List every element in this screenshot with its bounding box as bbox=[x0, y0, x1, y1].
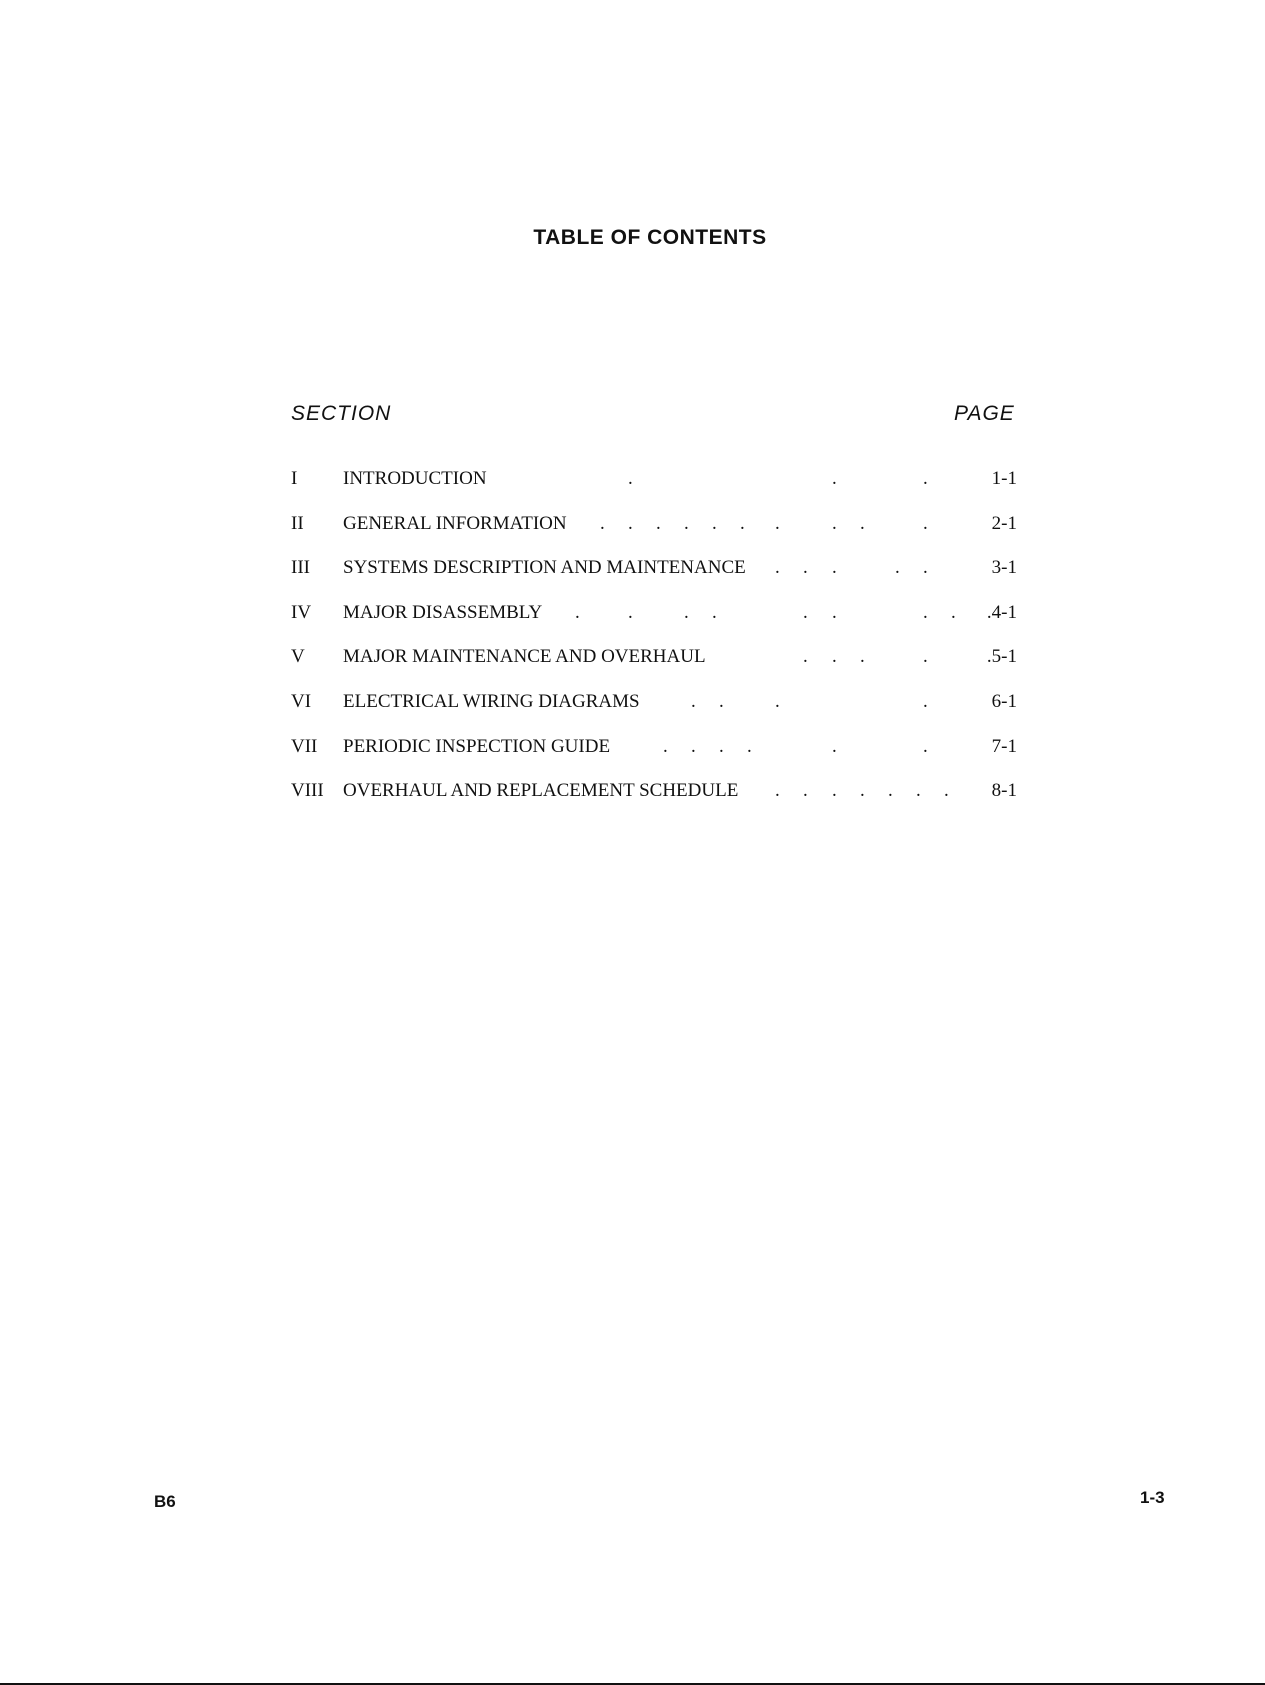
dot-leader: . . . . . . . . bbox=[575, 601, 956, 623]
toc-entry-title: GENERAL INFORMATION bbox=[343, 512, 567, 534]
toc-entry bbox=[291, 732, 1017, 777]
toc-entry bbox=[291, 776, 1017, 821]
toc-entry bbox=[291, 687, 1017, 732]
toc-entry-title: ELECTRICAL WIRING DIAGRAMS bbox=[343, 690, 640, 712]
footer-page-number: 1-3 bbox=[1140, 1488, 1165, 1507]
toc-entry-number: V bbox=[291, 646, 305, 668]
toc-entry-number: IV bbox=[291, 601, 312, 623]
toc-list bbox=[291, 464, 1017, 821]
toc-entry-number: I bbox=[291, 468, 298, 489]
toc-entry-number: II bbox=[291, 512, 304, 534]
toc-entry-title: MAJOR DISASSEMBLY bbox=[343, 601, 543, 623]
dot-leader: . . . . bbox=[691, 690, 928, 712]
toc-entry bbox=[291, 553, 1017, 598]
toc-entry-page: .5-1 bbox=[986, 646, 1017, 668]
toc-entry bbox=[291, 642, 1017, 687]
toc-entry-number: III bbox=[291, 557, 310, 579]
dot-leader: . . . . . . bbox=[663, 735, 928, 757]
toc-entry-title: INTRODUCTION bbox=[343, 468, 487, 489]
toc-entry-number: VII bbox=[291, 735, 318, 757]
toc-entry-number: VIII bbox=[291, 780, 324, 802]
page-column-header: PAGE bbox=[954, 402, 1015, 425]
footer-left-code: B6 bbox=[154, 1492, 176, 1511]
toc-entry-number: VI bbox=[291, 690, 312, 712]
dot-leader: . . . . . bbox=[775, 557, 928, 579]
dot-leader: . . . . . . . bbox=[775, 780, 949, 802]
dot-leader: . . . bbox=[628, 468, 928, 489]
toc-entry-page: 2-1 bbox=[991, 512, 1017, 534]
toc-entry bbox=[291, 598, 1017, 643]
toc-entry bbox=[291, 509, 1017, 554]
toc-entry-page: 6-1 bbox=[991, 690, 1017, 712]
dot-leader: . . . . . . . . . . bbox=[600, 512, 928, 534]
toc-entry-page: 8-1 bbox=[991, 780, 1017, 802]
toc-entry bbox=[291, 464, 1017, 509]
dot-leader: . . . . bbox=[803, 646, 928, 668]
toc-entry-page: 1-1 bbox=[991, 468, 1017, 489]
toc-entry-title: PERIODIC INSPECTION GUIDE bbox=[343, 735, 611, 757]
toc-entry-title: SYSTEMS DESCRIPTION AND MAINTENANCE bbox=[343, 557, 746, 579]
toc-entry-page: .4-1 bbox=[986, 601, 1017, 623]
section-column-header: SECTION bbox=[291, 402, 392, 425]
toc-entry-title: MAJOR MAINTENANCE AND OVERHAUL bbox=[343, 646, 706, 668]
toc-entry-title: OVERHAUL AND REPLACEMENT SCHEDULE bbox=[343, 780, 739, 802]
toc-entry-page: 3-1 bbox=[991, 557, 1017, 579]
page-title: TABLE OF CONTENTS bbox=[533, 226, 767, 249]
toc-entry-page: 7-1 bbox=[991, 735, 1017, 757]
